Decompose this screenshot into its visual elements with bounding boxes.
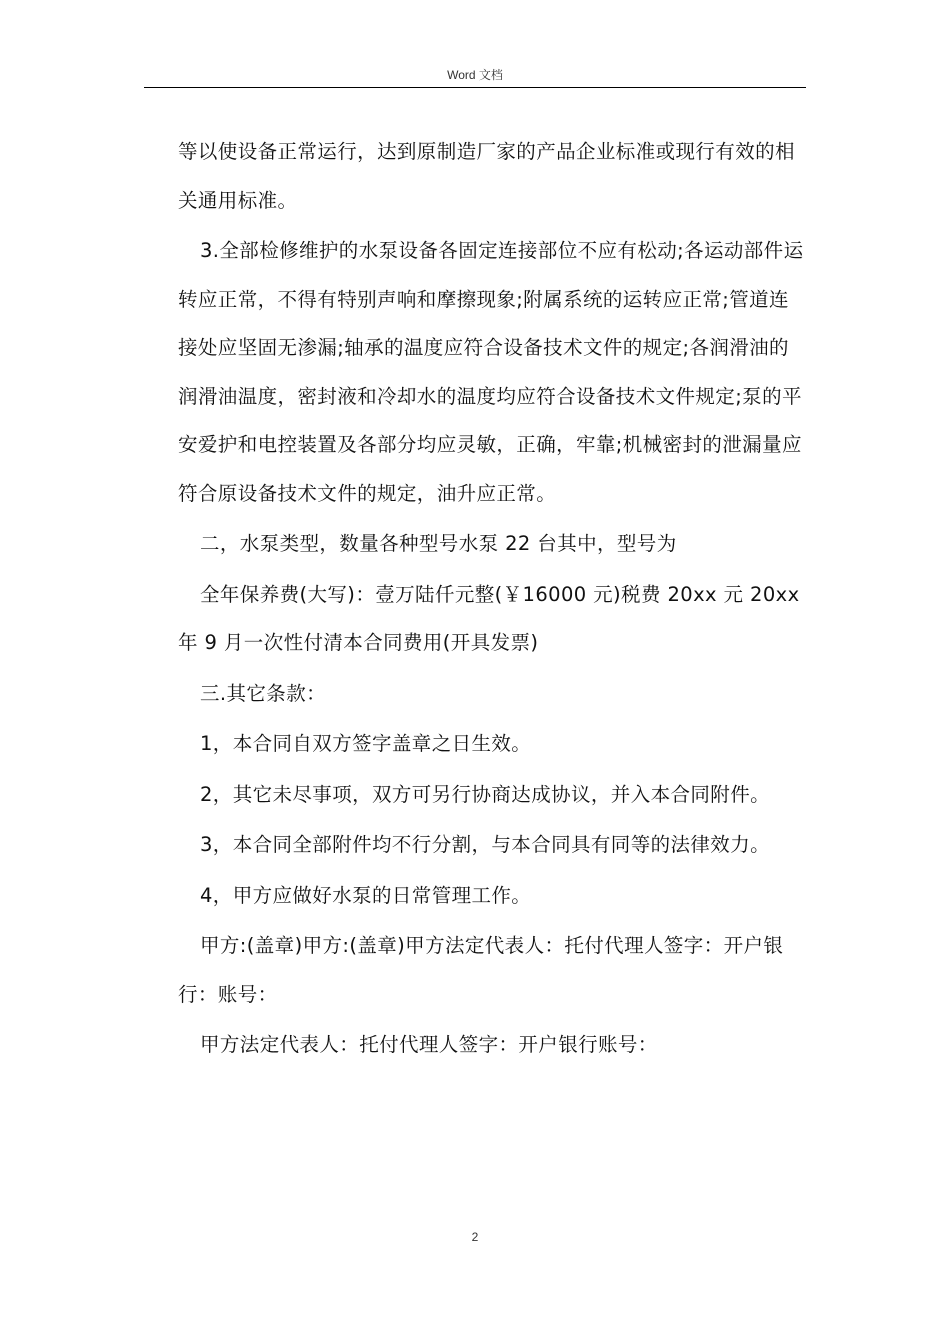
paragraph-clause-3: 3，本合同全部附件均不行分割，与本合同具有同等的法律效力。 [200, 833, 771, 856]
paragraph-section-3: 三.其它条款： [200, 681, 326, 705]
paragraph-clause-4: 4，甲方应做好水泵的日常管理工作。 [200, 883, 532, 907]
paragraph-clause-1: 1，本合同自双方签字盖章之日生效。 [200, 732, 532, 755]
document-body [178, 128, 808, 1072]
paragraph-item-3: 3.全部检修维护的水泵设备各固定连接部位不应有松动;各运动部件运转应正常，不得有特别声响和摩擦现象;附属系统的运转应正常;管道连接处应坚固无渗漏;轴承的温度应符合设备技术文件的规定;各润滑油的润滑油温度，密封液和冷却水的温度均应符合设备技术文件规定;泵的平安爱护和电控装置及各部分均应灵敏，正确，牢靠;机械密封的泄漏量应符合原设备技术文件的规定，油升应正常。 [178, 239, 804, 505]
header-divider [144, 87, 806, 88]
paragraph-clause-2: 2，其它未尽事项，双方可另行协商达成协议，并入本合同附件。 [200, 782, 771, 806]
paragraph-signatures: 甲方:(盖章)甲方:(盖章)甲方法定代表人：托付代理人签字：开户银行：账号： [178, 934, 784, 1006]
paragraph-representative: 甲方法定代表人：托付代理人签字：开户银行账号： [200, 1033, 658, 1056]
paragraph-annual-fee: 全年保养费(大写)：壹万陆仟元整(￥16000 元)税费 20xx 元 20xx 年 9 月一次性付清本合同费用(开具发票) [178, 582, 800, 654]
page-number: 2 [471, 1230, 479, 1244]
page-header: Word 文档 [447, 68, 503, 82]
paragraph-continuation: 等以使设备正常运行，达到原制造厂家的产品企业标准或现行有效的相关通用标准。 [178, 140, 795, 212]
paragraph-section-2: 二，水泵类型，数量各种型号水泵 22 台其中，型号为 [200, 532, 677, 555]
